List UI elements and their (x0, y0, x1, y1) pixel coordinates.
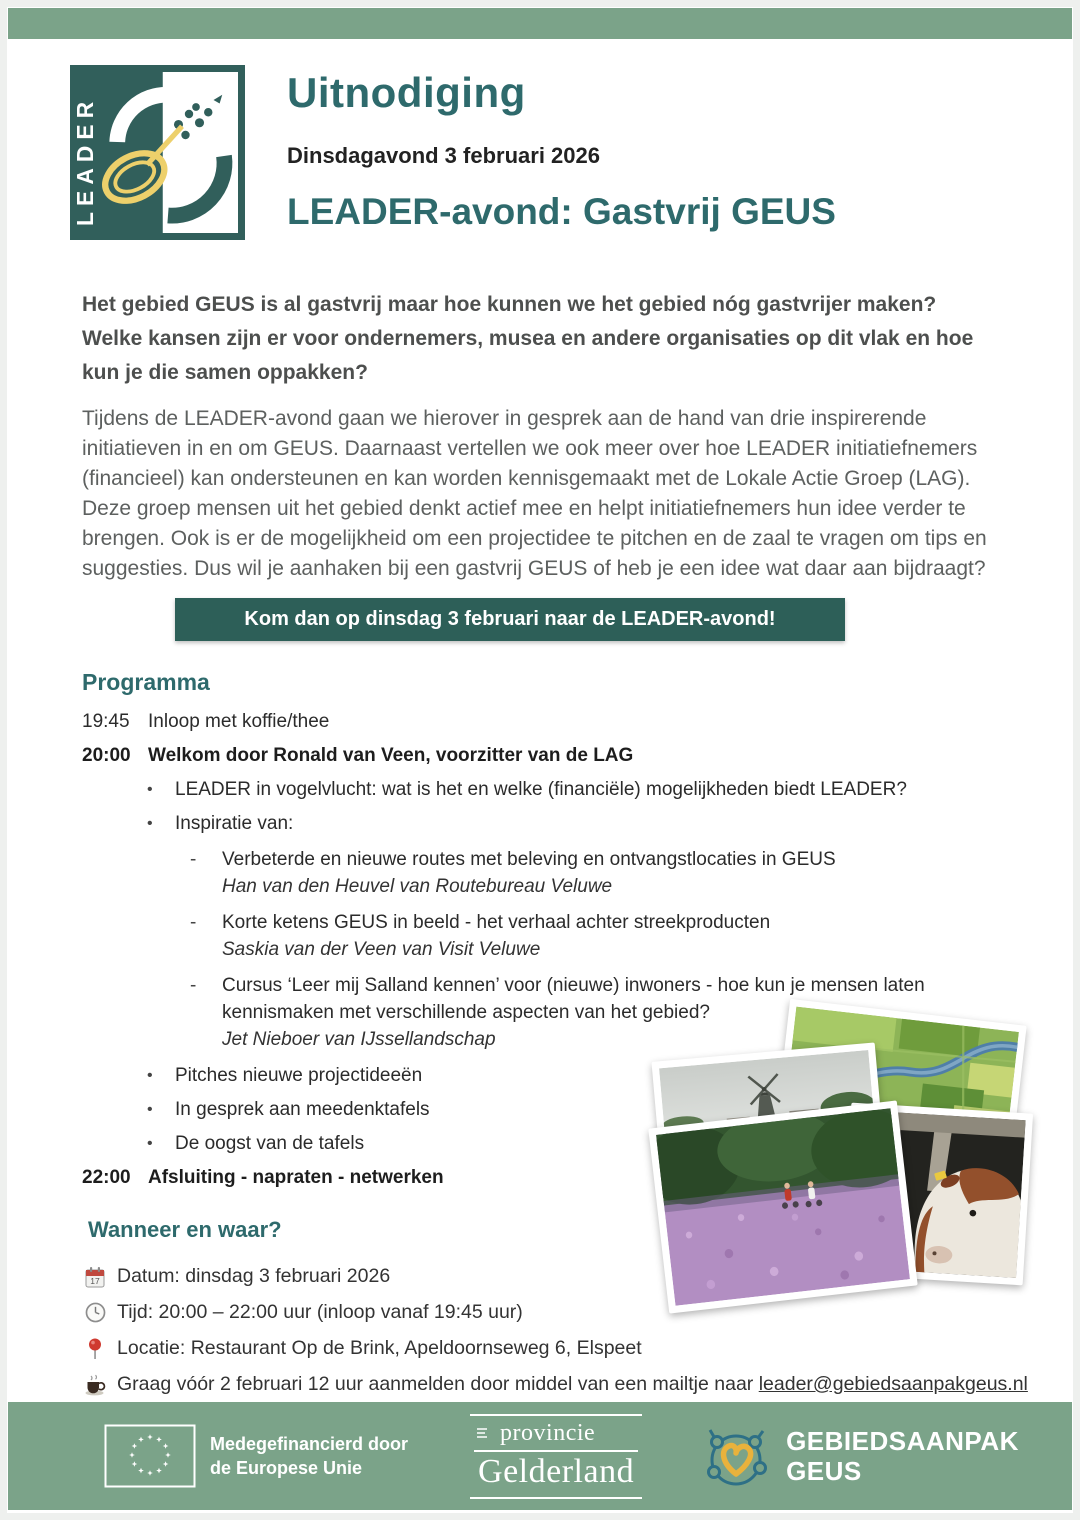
gelderland-logo-top-text: provincie (500, 1419, 596, 1446)
intro-body: Tijdens de LEADER-avond gaan we hierover in gesprek aan de hand van drie inspirerende initiatieven in en om GEUS. Daarnaast vertellen we ook meer over hoe LEADER initiatiefnemers (financieel) kan ondersteunen en kan worden kennisgemaakt met de Lokale Actie Groep (LAG). Deze groep mensen uit het gebied denkt actief mee en helpt initiatiefnemers hun idee verder te brengen. Ook is er de mogelijkheid om een projectidee te pitchen en de zaal te vragen om tips en suggesties. Dus wil je aanhaken bij een gastvrij GEUS of heb je een idee wat daar aan bijdraagt? (82, 407, 987, 580)
program-bullet-text: Pitches nieuwe projectideeën (175, 1065, 423, 1086)
program-bullet-text: De oogst van de tafels (175, 1133, 365, 1154)
geus-logo-text: GEBIEDSAANPAK GEUS (786, 1426, 1019, 1486)
time-label: 22:00 (82, 1167, 131, 1188)
top-green-band (8, 8, 1072, 39)
speaker-name: Han van den Heuvel van Routebureau Veluwe (222, 876, 613, 897)
clock-icon (84, 1302, 106, 1324)
dash-marker: - (190, 975, 197, 996)
eu-flag-icon (104, 1424, 196, 1488)
program-row (82, 742, 1080, 769)
program-sub-item (190, 909, 990, 963)
program-row-text: Inloop met koffie/thee (148, 711, 330, 732)
location-text: Locatie: Restaurant Op de Brink, Apeldoornseweg 6, Elspeet (117, 1337, 642, 1359)
gelderland-logo-bottom-text: Gelderland (478, 1452, 635, 1490)
date-text: Datum: dinsdag 3 februari 2026 (117, 1265, 391, 1287)
photo-collage (650, 1012, 1028, 1307)
time-label: 20:00 (82, 745, 131, 766)
email-link[interactable]: leader@gebiedsaanpakgeus.nl (758, 1373, 1028, 1395)
bullet-marker: • (147, 781, 153, 798)
calendar-icon (84, 1266, 106, 1288)
heather-field-cyclists-photo (648, 1100, 917, 1313)
program-bullet-text: In gesprek aan meedenktafels (175, 1099, 430, 1120)
intro-lead: Het gebied GEUS is al gastvrij maar hoe kunnen we het gebied nóg gastvrijer maken? Welke kansen zijn er voor ondernemers, musea en andere organisaties op dit vlak en hoe kun je die samen oppakken? (82, 293, 974, 384)
gelderland-logo (470, 1414, 642, 1499)
pin-icon (84, 1338, 106, 1360)
gelderland-logo-lines-icon (476, 1426, 490, 1440)
when-where-heading: Wanneer en waar? (88, 1217, 282, 1242)
header-text (287, 65, 836, 233)
dash-marker: - (190, 912, 197, 933)
event-date: Dinsdagavond 3 februari 2026 (287, 143, 600, 168)
leader-logo (70, 65, 245, 240)
program-bullet (147, 810, 1007, 837)
program-bullet-text: LEADER in vogelvlucht: wat is het en welke (financiële) mogelijkheden biedt LEADER? (175, 779, 907, 800)
speaker-name: Saskia van der Veen van Visit Veluwe (222, 939, 541, 960)
program-bullet (147, 776, 1007, 803)
dash-marker: - (190, 849, 197, 870)
svg-text:17: 17 (90, 1275, 100, 1286)
time-label: 19:45 (82, 711, 130, 732)
signup-row (84, 1373, 1080, 1396)
page-title: Uitnodiging (287, 69, 526, 116)
eu-funding-text: Medegefinancierd door de Europese Unie (210, 1434, 409, 1478)
leader-logo-icon (70, 65, 245, 240)
bullet-marker: • (147, 815, 153, 832)
program-row (82, 708, 1080, 735)
coffee-icon (84, 1374, 106, 1396)
signup-text: Graag vóór 2 februari 12 uur aanmelden door middel van een mailtje naar leader@gebiedsaanpakgeus.nl (117, 1373, 1028, 1395)
footer-band (8, 1402, 1072, 1510)
event-title: LEADER-avond: Gastvrij GEUS (287, 191, 836, 232)
bullet-marker: • (147, 1135, 153, 1152)
program-sub-item (190, 846, 990, 900)
geus-heart-network-icon (700, 1420, 772, 1492)
sub-item-text: Korte ketens GEUS in beeld - het verhaal achter streekproducten (222, 912, 771, 933)
leader-logo-text: LEADER (71, 95, 98, 226)
location-row (84, 1337, 1080, 1360)
sub-item-text: Cursus ‘Leer mij Salland kennen’ voor (nieuwe) inwoners - hoe kun je mensen laten kennismaken met verschillende aspecten van het gebied? (222, 975, 925, 1023)
cta-banner: Kom dan op dinsdag 3 februari naar de LEADER-avond! (175, 598, 845, 641)
sub-item-text: Verbeterde en nieuwe routes met beleving en ontvangstlocaties in GEUS (222, 849, 836, 870)
bullet-marker: • (147, 1101, 153, 1118)
eu-funding-logo (104, 1424, 408, 1488)
time-text: Tijd: 20:00 – 22:00 uur (inloop vanaf 19:45 uur) (117, 1301, 523, 1323)
program-bullet-text: Inspiratie van: (175, 813, 294, 834)
bullet-marker: • (147, 1067, 153, 1084)
geus-logo (700, 1420, 1019, 1492)
program-row-text: Afsluiting - napraten - netwerken (148, 1167, 444, 1188)
program-heading: Programma (82, 669, 210, 695)
speaker-name: Jet Nieboer van IJssellandschap (222, 1029, 496, 1050)
program-row-text: Welkom door Ronald van Veen, voorzitter van de LAG (148, 745, 634, 766)
